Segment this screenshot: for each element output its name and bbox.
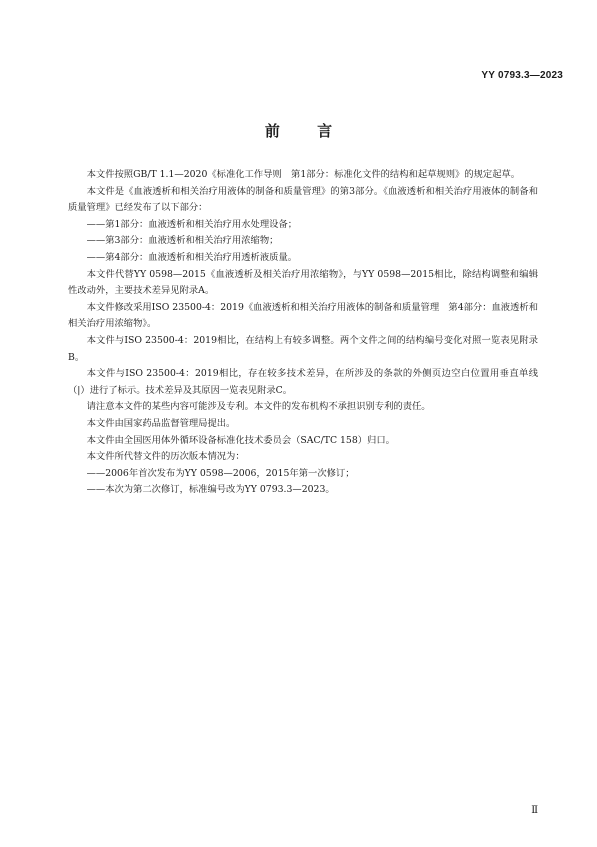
page-number: Ⅱ [531,805,538,816]
paragraph-structure-changes: 本文件与ISO 23500-4：2019相比，在结构上有较多调整。两个文件之间的结构编号变化对照一览表见附录B。 [68,334,538,363]
list-item-first-release: ——2006年首次发布为YY 0598—2006，2015年第一次修订； [86,467,355,479]
paragraph-technical-committee: 本文件由全国医用体外循环设备标准化技术委员会（SAC/TC 158）归口。 [86,434,395,446]
foreword-body [68,167,538,499]
list-item-part-1: ——第1部分：血液透析和相关治疗用水处理设备； [86,218,298,230]
paragraph-series-parts: 本文件是《血液透析和相关治疗用液体的制备和质量管理》的第3部分。《血液透析和相关治疗用液体的制备和质量管理》已经发布了以下部分： [68,185,538,214]
paragraph-drafting-rules: 本文件按照GB/T 1.1—2020《标准化工作导则 第1部分：标准化文件的结构和起草规则》的规定起草。 [86,169,521,180]
paragraph-proposed-by: 本文件由国家药品监督管理局提出。 [86,417,236,429]
paragraph-modified-adoption: 本文件修改采用ISO 23500-4：2019《血液透析和相关治疗用液体的制备和质量管理 第4部分：血液透析和相关治疗用浓缩物》。 [68,301,538,330]
paragraph-version-history: 本文件所代替文件的历次版本情况为： [86,451,245,463]
paragraph-technical-differences: 本文件与ISO 23500-4：2019相比，存在较多技术差异，在所涉及的条款的外侧页边空白位置用垂直单线（|）进行了标示。技术差异及其原因一览表见附录C。 [68,368,538,396]
standard-number: YY 0793.3—2023 [481,70,563,81]
paragraph-patent-notice: 请注意本文件的某些内容可能涉及专利。本文件的发布机构不承担识别专利的责任。 [86,401,431,413]
list-item-part-4: ——第4部分：血液透析和相关治疗用透析液质量。 [86,251,298,263]
list-item-second-revision: ——本次为第二次修订，标准编号改为YY 0793.3—2023。 [86,484,335,496]
paragraph-replaces: 本文件代替YY 0598—2015《血液透析及相关治疗用浓缩物》，与YY 0598—2015相比，除结构调整和编辑性改动外，主要技术差异见附录A。 [68,268,538,297]
list-item-part-3: ——第3部分：血液透析和相关治疗用浓缩物； [86,235,279,247]
page-title: 前 言 [264,122,349,140]
